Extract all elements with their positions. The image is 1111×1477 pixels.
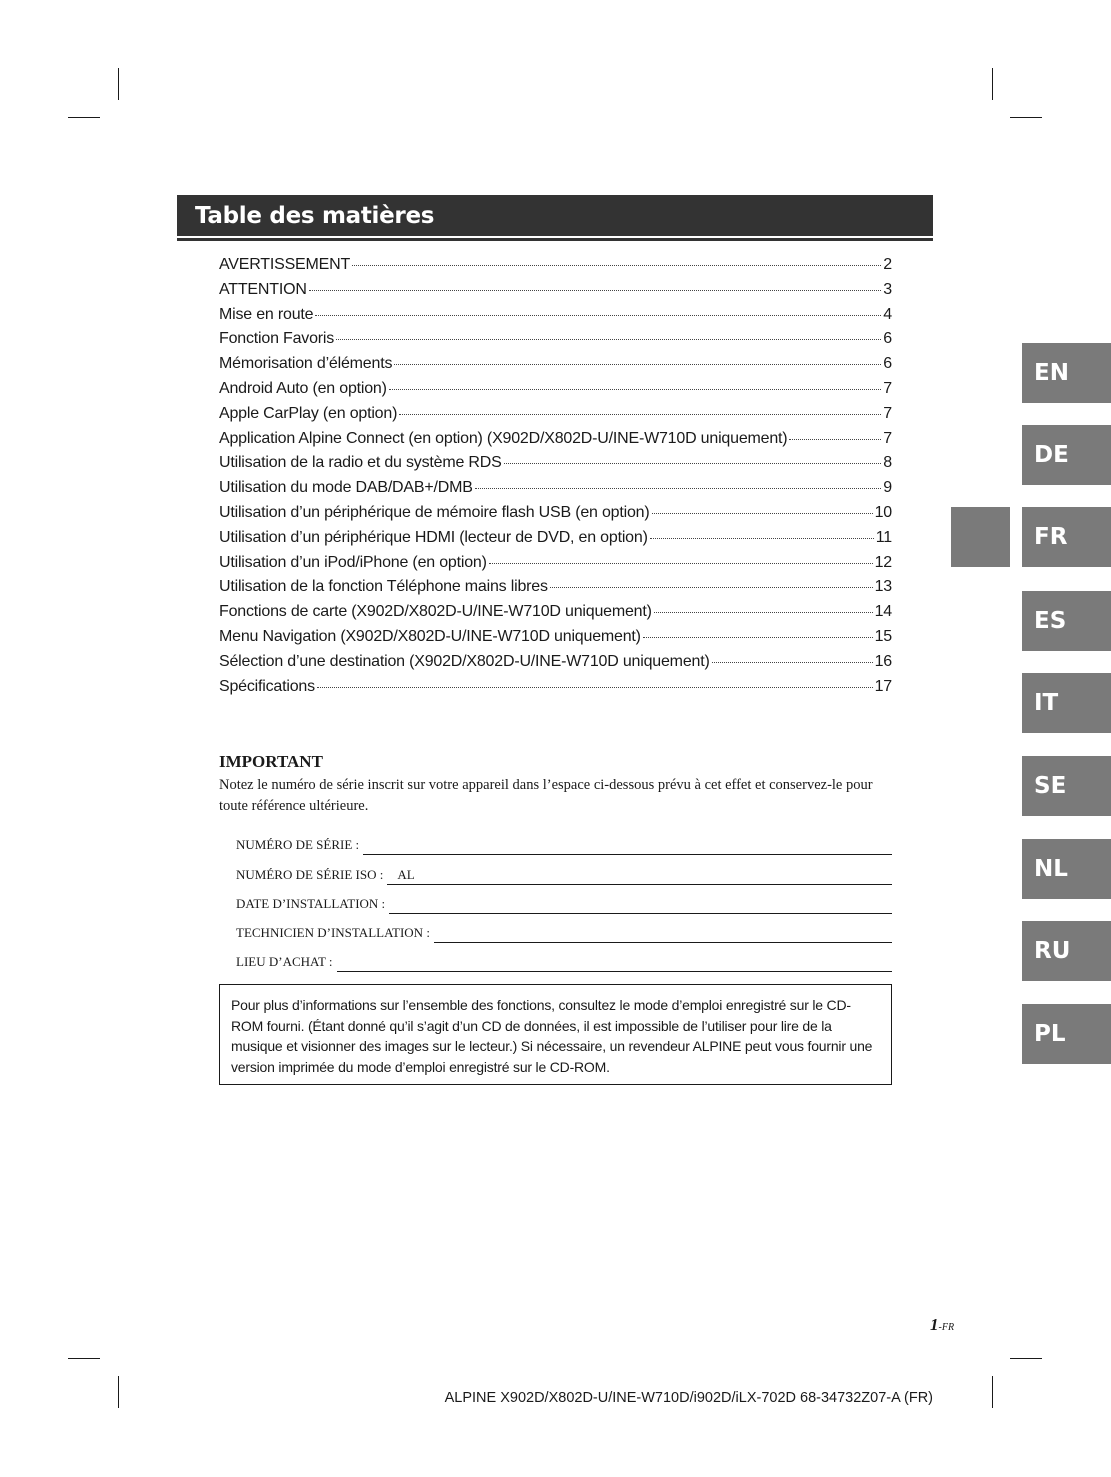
toc-page: 7 — [883, 379, 892, 397]
toc-leader — [650, 538, 874, 539]
toc-page: 6 — [883, 330, 892, 348]
toc-label: Fonctions de carte (X902D/X802D-U/INE-W710D uniquement) — [219, 603, 652, 621]
crop-mark — [68, 1358, 100, 1359]
toc-entry[interactable] — [219, 678, 892, 703]
table-of-contents — [219, 256, 892, 702]
field-label: DATE D’INSTALLATION : — [236, 895, 386, 911]
toc-label: Menu Navigation (X902D/X802D-U/INE-W710D uniquement) — [219, 627, 641, 645]
page-title: Table des matières — [195, 202, 435, 229]
toc-entry[interactable] — [219, 653, 892, 678]
crop-mark — [118, 1376, 119, 1408]
toc-page: 3 — [883, 280, 892, 298]
language-tab-en[interactable]: EN — [1022, 343, 1111, 403]
language-tab-nl[interactable]: NL — [1022, 839, 1111, 899]
crop-mark — [68, 117, 100, 118]
toc-page: 12 — [874, 553, 892, 571]
toc-entry[interactable] — [219, 306, 892, 331]
toc-page: 2 — [883, 256, 892, 273]
field-line[interactable] — [434, 925, 892, 943]
toc-label: Utilisation de la radio et du système RDS — [219, 454, 502, 472]
toc-leader — [489, 563, 873, 564]
toc-label: Utilisation du mode DAB/DAB+/DMB — [219, 479, 473, 497]
toc-entry[interactable] — [219, 628, 892, 653]
active-language-marker — [951, 507, 1010, 567]
field-label: LIEU D’ACHAT : — [236, 954, 333, 970]
toc-page: 4 — [883, 305, 892, 323]
toc-entry[interactable] — [219, 554, 892, 579]
language-tab-ru[interactable]: RU — [1022, 921, 1111, 981]
toc-label: Utilisation d’un iPod/iPhone (en option) — [219, 553, 487, 571]
important-heading: IMPORTANT — [219, 752, 323, 771]
toc-entry[interactable] — [219, 603, 892, 628]
important-section — [219, 752, 892, 817]
toc-page: 11 — [875, 528, 892, 546]
important-text: Notez le numéro de série inscrit sur votre appareil dans l’espace ci-dessous prévu à cet effet et conservez-le pour toute référence ultérieure. — [219, 777, 873, 814]
toc-label: Android Auto (en option) — [219, 379, 387, 397]
toc-page: 14 — [874, 603, 892, 621]
toc-entry[interactable] — [219, 256, 892, 281]
toc-label: Utilisation de la fonction Téléphone mains libres — [219, 578, 548, 596]
language-tab-pl[interactable]: PL — [1022, 1004, 1111, 1064]
toc-label: Mise en route — [219, 305, 314, 323]
toc-entry[interactable] — [219, 578, 892, 603]
toc-label: Mémorisation d’éléments — [219, 355, 393, 373]
toc-entry[interactable] — [219, 355, 892, 380]
toc-leader — [317, 687, 873, 688]
field-line[interactable] — [337, 954, 892, 972]
toc-leader — [504, 463, 882, 464]
toc-page: 6 — [883, 355, 892, 373]
toc-leader — [652, 513, 873, 514]
toc-page: 8 — [883, 454, 892, 472]
installer-field — [236, 914, 892, 943]
page-number-value: 1 — [930, 1315, 939, 1334]
page-number-suffix: -FR — [938, 1322, 955, 1333]
field-label: NUMÉRO DE SÉRIE : — [236, 837, 360, 853]
toc-entry[interactable] — [219, 430, 892, 455]
toc-label: Utilisation d’un périphérique HDMI (lecteur de DVD, en option) — [219, 528, 648, 546]
toc-label: ATTENTION — [219, 280, 307, 298]
language-tab-de[interactable]: DE — [1022, 425, 1111, 485]
toc-label: Sélection d’une destination (X902D/X802D-U/INE-W710D uniquement) — [219, 652, 710, 670]
toc-leader — [315, 315, 881, 316]
crop-mark — [992, 1376, 993, 1408]
crop-mark — [1010, 117, 1042, 118]
toc-entry[interactable] — [219, 405, 892, 430]
serial-form — [236, 826, 892, 972]
toc-entry[interactable] — [219, 330, 892, 355]
toc-leader — [550, 587, 873, 588]
title-underline — [177, 238, 933, 241]
toc-page: 10 — [874, 503, 892, 521]
crop-mark — [992, 68, 993, 100]
toc-leader — [394, 364, 881, 365]
toc-page: 7 — [883, 404, 892, 422]
toc-leader — [643, 637, 873, 638]
toc-label: AVERTISSEMENT — [219, 256, 351, 273]
language-tab-it[interactable]: IT — [1022, 673, 1111, 733]
crop-mark — [118, 68, 119, 100]
toc-label: Apple CarPlay (en option) — [219, 404, 398, 422]
title-bar — [177, 195, 933, 236]
footer-model: ALPINE X902D/X802D-U/INE-W710D/i902D/iLX-702D 68-34732Z07-A (FR) — [444, 1390, 933, 1406]
language-tab-se[interactable]: SE — [1022, 756, 1111, 816]
toc-page: 9 — [883, 479, 892, 497]
toc-entry[interactable] — [219, 479, 892, 504]
crop-mark — [1010, 1358, 1042, 1359]
toc-page: 17 — [874, 677, 892, 695]
toc-entry[interactable] — [219, 504, 892, 529]
cd-rom-note: Pour plus d’informations sur l’ensemble des fonctions, consultez le mode d’emploi enregistré sur le CD-ROM fourni. (Étant donné qu’il s’agit d’un CD de données, il est impossible de l’utiliser pour lire de la musique et visionner des images sur le lecteur.) Si nécessaire, un revendeur ALPINE peut vous fournir une version imprimée du mode d’emploi enregistré sur le CD-ROM. — [219, 984, 892, 1085]
field-line[interactable] — [363, 837, 892, 855]
toc-leader — [336, 339, 881, 340]
toc-leader — [352, 265, 881, 266]
toc-entry[interactable] — [219, 380, 892, 405]
toc-leader — [475, 488, 882, 489]
toc-leader — [309, 290, 882, 291]
toc-leader — [789, 439, 881, 440]
iso-serial-number-field — [236, 855, 892, 884]
language-tab-fr[interactable]: FR — [1022, 507, 1111, 567]
toc-label: Spécifications — [219, 677, 315, 695]
field-line[interactable] — [389, 896, 892, 914]
field-label: NUMÉRO DE SÉRIE ISO : — [236, 866, 384, 882]
toc-label: Application Alpine Connect (en option) (X902D/X802D-U/INE-W710D uniquement) — [219, 429, 788, 447]
field-line[interactable]: AL — [387, 867, 892, 885]
toc-page: 15 — [874, 627, 892, 645]
installation-date-field — [236, 885, 892, 914]
toc-page: 16 — [874, 652, 892, 670]
language-tab-es[interactable]: ES — [1022, 591, 1111, 651]
purchase-place-field — [236, 943, 892, 972]
toc-entry[interactable] — [219, 454, 892, 479]
toc-leader — [389, 389, 882, 390]
toc-page: 13 — [874, 578, 892, 596]
toc-leader — [712, 662, 873, 663]
toc-entry[interactable] — [219, 281, 892, 306]
serial-number-field — [236, 826, 892, 855]
toc-page: 7 — [883, 429, 892, 447]
toc-leader — [654, 612, 873, 613]
toc-entry[interactable] — [219, 529, 892, 554]
toc-label: Fonction Favoris — [219, 330, 335, 348]
page-number — [930, 1315, 954, 1335]
toc-label: Utilisation d’un périphérique de mémoire flash USB (en option) — [219, 503, 650, 521]
field-label: TECHNICIEN D’INSTALLATION : — [236, 925, 430, 941]
toc-leader — [399, 414, 881, 415]
